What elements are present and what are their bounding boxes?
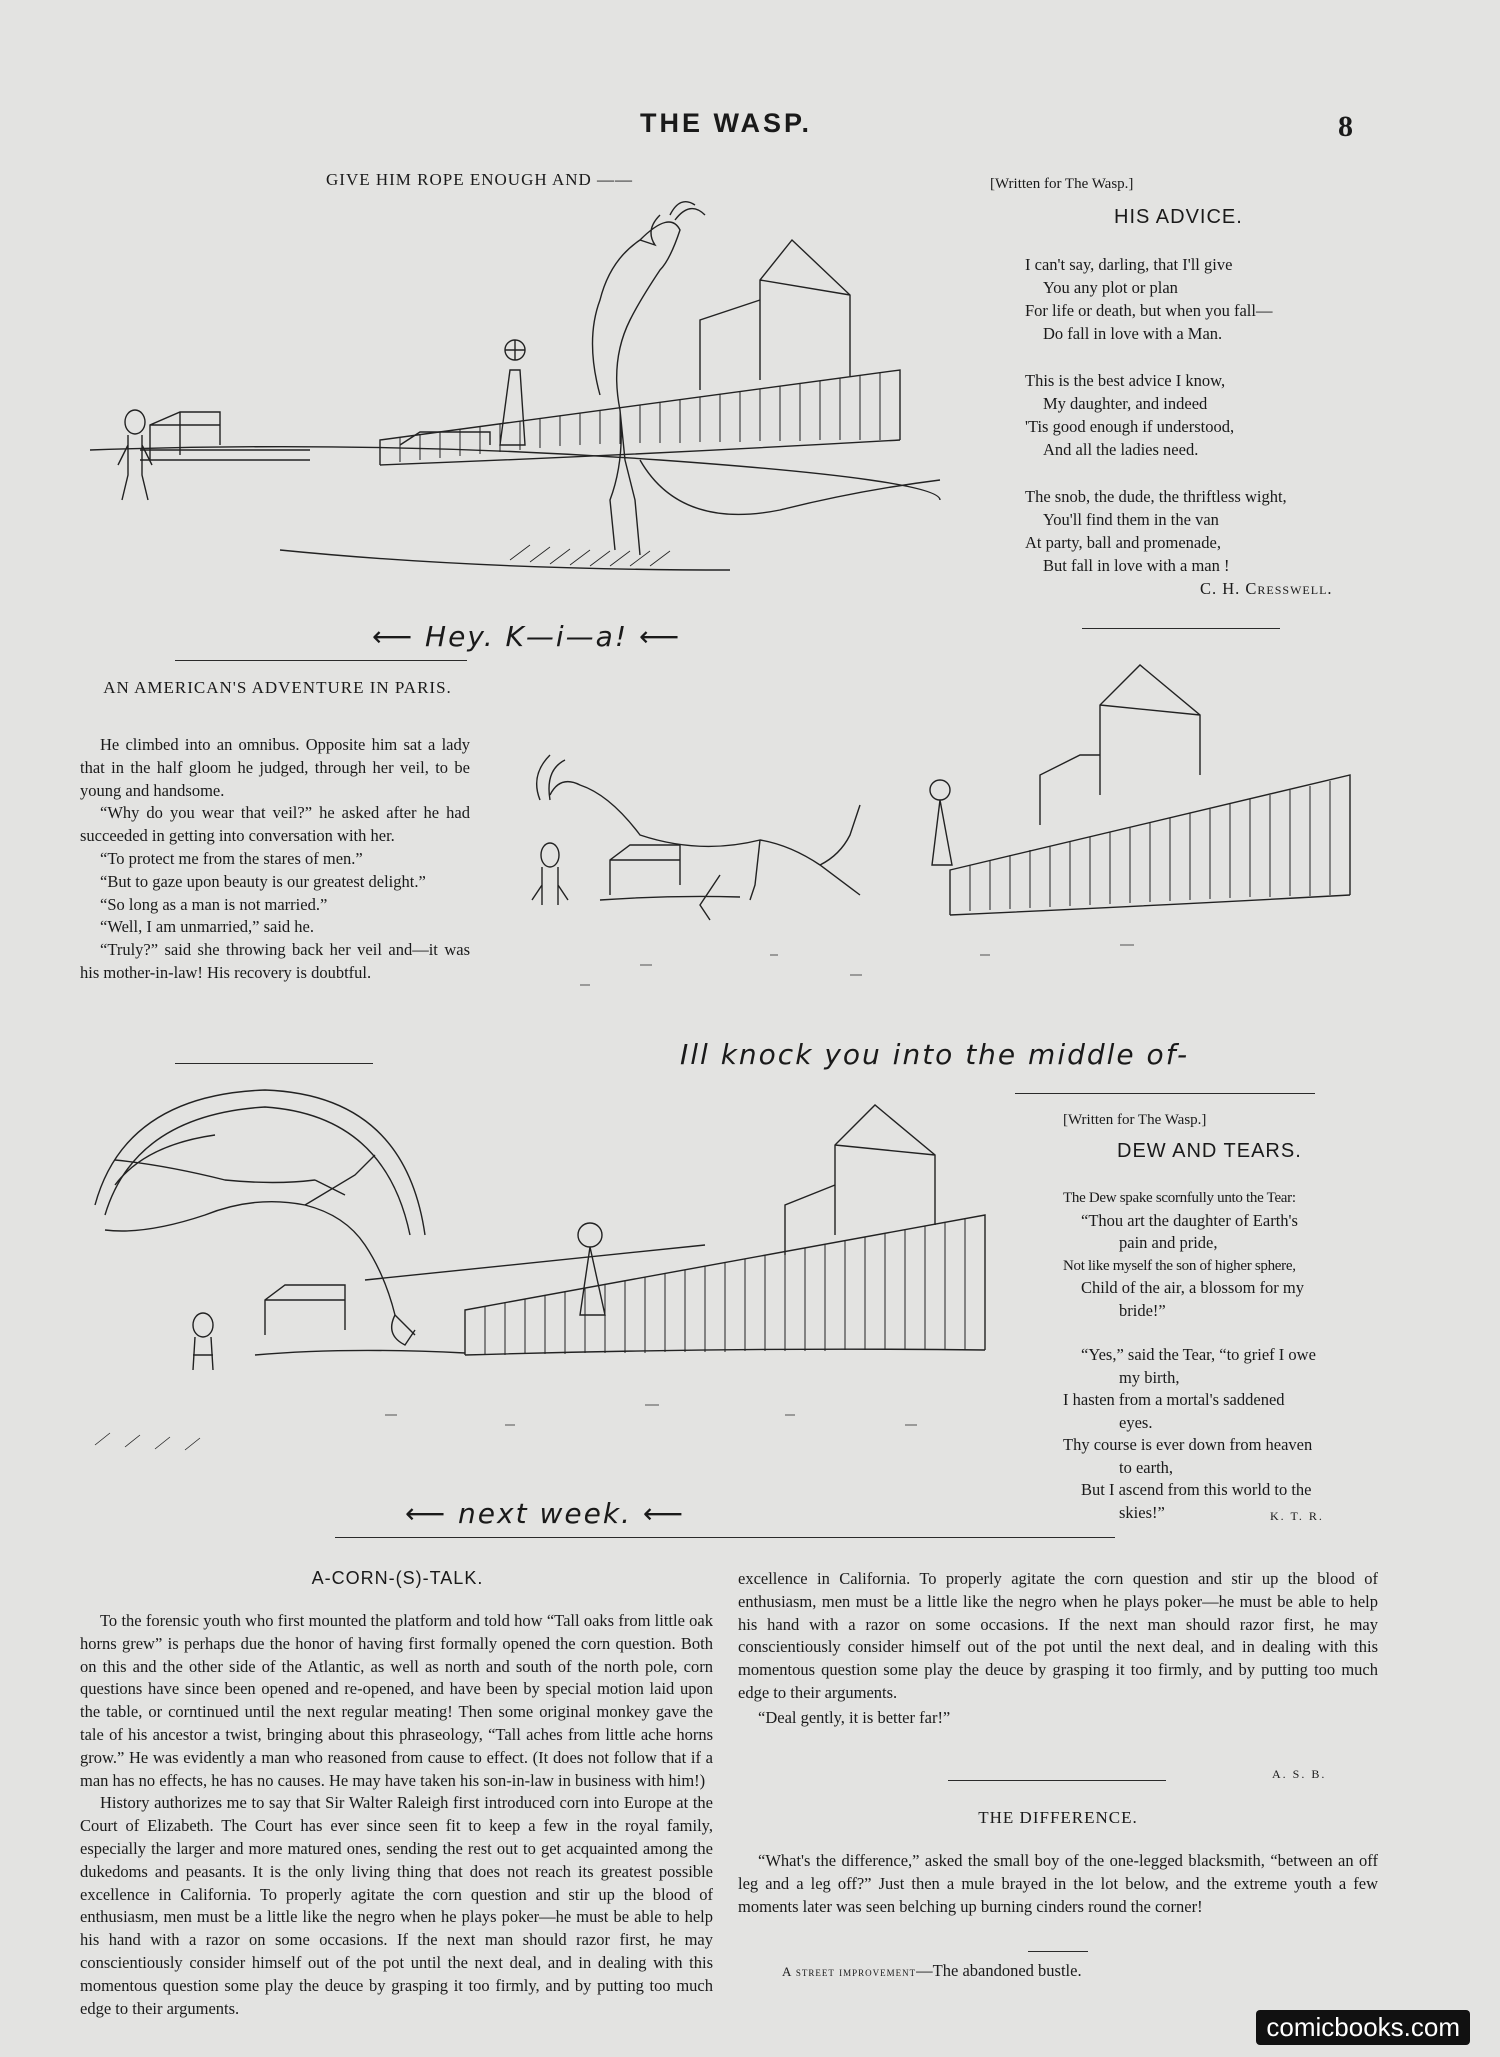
- site-watermark: comicbooks.com: [1256, 2010, 1470, 2045]
- difference-title: THE DIFFERENCE.: [978, 1808, 1138, 1827]
- dew-tears-title: DEW AND TEARS.: [1117, 1140, 1302, 1162]
- dew-tears-credit: [Written for The Wasp.]: [1063, 1112, 1207, 1128]
- poem-line: 'Tis good enough if understood,: [1025, 417, 1235, 436]
- article-paragraph: History authorizes me to say that Sir Walter Raleigh first introduced corn into Europe at the Court of Elizabeth. The Court has ever since seen fit to keep a few in the royal family, especially the larger and more matured ones, sending the rest out to get acquainted among the dukedoms and peasants. It is the only living thing that does not reach its greatest possible excellence in California. To properly agitate the corn question and stir up the blood of enthusiasm, men must be a little like the negro when he plays poker—he must be able to help his hand with a razor on some occasions. If the next man should razor first, he may conscientiously consider himself out of the pot until the next deal, and in dealing with this momentous question some play the deuce by grasping it too firmly, and by putting too much edge to their arguments.: [80, 1793, 713, 2018]
- left-arrow-icon: ⟵: [372, 620, 415, 653]
- divider: [335, 1537, 1115, 1538]
- poem-line: “Thou art the daughter of Earth's: [1081, 1210, 1298, 1230]
- corn-talk-title: A-CORN-(S)-TALK.: [311, 1568, 484, 1588]
- article-quote: “Deal gently, it is better far!”: [758, 1707, 951, 1727]
- poem-line: And all the ladies need.: [1043, 440, 1199, 459]
- panel1-lettering: [372, 620, 681, 653]
- divider: [1082, 628, 1280, 629]
- panel3-lettering-text: next week.: [458, 1497, 632, 1530]
- his-advice-title: HIS ADVICE.: [1114, 206, 1243, 228]
- poem-line: But I ascend from this world to the: [1081, 1480, 1312, 1499]
- his-advice-credit: [Written for The Wasp.]: [990, 176, 1134, 192]
- dew-tears-poem: [1063, 1187, 1380, 1524]
- poem-line: You any plot or plan: [1043, 278, 1178, 297]
- panel2-lettering: Ill knock you into the middle of-: [680, 1038, 1190, 1071]
- page-number: 8: [1338, 110, 1353, 143]
- poem-line: At party, ball and promenade,: [1025, 533, 1221, 552]
- poem-line: Do fall in love with a Man.: [1043, 324, 1223, 343]
- story-paragraph: “To protect me from the stares of men.”: [100, 848, 363, 868]
- street-improvement: [782, 1960, 1082, 1984]
- poem-line: bride!”: [1119, 1300, 1166, 1320]
- corn-talk-left-column: [80, 1610, 713, 2022]
- poem-line: pain and pride,: [1119, 1233, 1218, 1252]
- panel1-caption: GIVE HIM ROPE ENOUGH AND ——: [326, 170, 634, 189]
- article-paragraph-continued: excellence in California. To properly agitate the corn question and stir up the blood of enthusiasm, men must be a little like the negro when he plays poker—he must be able to help his hand with a razor on some occasions. If the next man should razor first, he may conscientiously consider himself out of the pot until the next deal, and in dealing with this momentous question some play the deuce by grasping it too firmly, and by putting too much edge to their arguments.: [738, 1569, 1378, 1702]
- poem-line: my birth,: [1119, 1367, 1180, 1387]
- poem-line: eyes.: [1119, 1412, 1153, 1432]
- newspaper-title: THE WASP.: [640, 108, 813, 138]
- divider: [1028, 1951, 1088, 1952]
- poem-line: I can't say, darling, that I'll give: [1025, 255, 1233, 274]
- panel3-lettering: [405, 1497, 685, 1530]
- poem-line: My daughter, and indeed: [1043, 394, 1208, 413]
- street-improvement-label: A street improvement: [782, 1964, 917, 1979]
- poem-line: Child of the air, a blossom for my: [1081, 1278, 1304, 1297]
- his-advice-author: C. H. Cresswell.: [1200, 579, 1333, 598]
- panel1-illustration: [80, 200, 960, 590]
- poem-line: But fall in love with a man !: [1043, 556, 1230, 575]
- story-paragraph: “Truly?” said she throwing back her veil and—it was his mother-in-law! His recovery is doubtful.: [80, 940, 470, 982]
- panel3-illustration: [85, 1085, 1015, 1485]
- poem-line: This is the best advice I know,: [1025, 371, 1226, 390]
- dew-tears-author: K. T. R.: [1270, 1509, 1324, 1523]
- divider: [175, 1063, 373, 1064]
- difference-text: [738, 1850, 1378, 1918]
- corn-talk-right-column: [738, 1568, 1378, 1730]
- poem-line: to earth,: [1119, 1457, 1174, 1477]
- panel2-illustration: [520, 655, 1350, 1015]
- divider: [948, 1780, 1166, 1781]
- story-paragraph: “Why do you wear that veil?” he asked after he had succeeded in getting into conversation with her.: [80, 803, 470, 846]
- corn-talk-author: A. S. B.: [1272, 1767, 1327, 1781]
- poem-line: The Dew spake scornfully unto the Tear:: [1063, 1190, 1296, 1206]
- poem-line: You'll find them in the van: [1043, 510, 1219, 529]
- story-paragraph: “Well, I am unmarried,” said he.: [100, 917, 315, 937]
- american-adventure-story: [80, 734, 470, 985]
- divider: [1015, 1093, 1315, 1094]
- poem-line: I hasten from a mortal's saddened: [1063, 1390, 1285, 1409]
- poem-line: Thy course is ever down from heaven: [1063, 1435, 1313, 1454]
- poem-line: “Yes,” said the Tear, “to grief I owe: [1081, 1345, 1316, 1364]
- right-arrow-icon: ⟵: [642, 1497, 685, 1530]
- poem-line: The snob, the dude, the thriftless wight,: [1025, 487, 1287, 506]
- american-adventure-title: AN AMERICAN'S ADVENTURE IN PARIS.: [103, 678, 452, 697]
- his-advice-poem: [1025, 253, 1287, 577]
- article-paragraph: “What's the difference,” asked the small boy of the one-legged blacksmith, “between an off leg and a leg off?” Just then a mule brayed in the lot below, and the extreme youth a few moments later was seen belching up burning cinders round the corner!: [738, 1851, 1378, 1916]
- story-paragraph: “But to gaze upon beauty is our greatest delight.”: [100, 871, 426, 891]
- story-paragraph: “So long as a man is not married.”: [100, 894, 328, 914]
- poem-line: skies!”: [1119, 1502, 1165, 1522]
- poem-line: Not like myself the son of higher sphere,: [1063, 1257, 1296, 1274]
- article-paragraph: To the forensic youth who first mounted the platform and told how “Tall oaks from little oak horns grew” is perhaps due the honor of having first formally opened the corn question. Both on this and the other side of the Atlantic, as well as north and south of the north pole, corn questions have since been opened and re-opened, and have been by special motion laid upon the table, or corntinued until the next regular meating! Then some original monkey gave the tale of his ancestor a twist, bringing about this phraseology, “Tall aches from little ache horns grow.” He was evidently a man who reasoned from cause to effect. (It does not follow that if a man has no effects, he has no causes. He may have taken his son-in-law in business with him!): [80, 1611, 713, 1790]
- panel1-lettering-text: Hey. K—i—a!: [425, 620, 629, 653]
- story-paragraph: He climbed into an omnibus. Opposite him sat a lady that in the half gloom he judged, through her veil, to be young and handsome.: [80, 735, 470, 800]
- street-improvement-text: —The abandoned bustle.: [916, 1961, 1082, 1980]
- poem-line: For life or death, but when you fall—: [1025, 301, 1273, 320]
- left-arrow-icon: ⟵: [405, 1497, 448, 1530]
- right-arrow-icon: ⟵: [638, 620, 682, 653]
- divider: [175, 660, 467, 661]
